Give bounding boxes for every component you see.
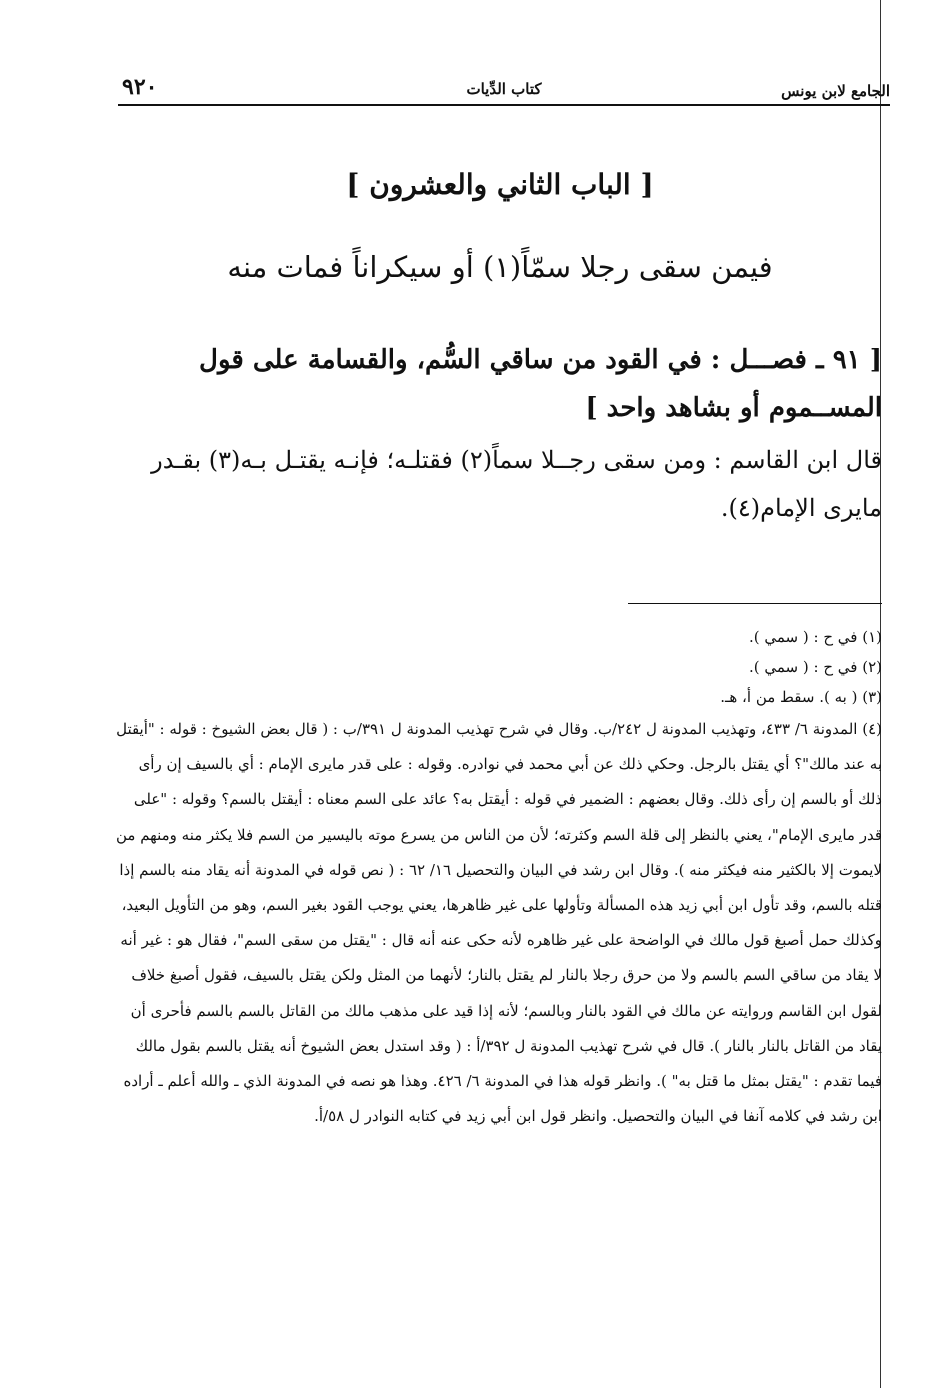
running-title: كتاب الدِّيات — [466, 80, 542, 98]
chapter-subtitle: فيمن سقى رجلا سمّاً(١) أو سيكراناً فمات منه — [227, 250, 773, 284]
section-heading: [ ٩١ ـ فصـــل : في القود من ساقي السُّم، والقسامة على قول المســموم أو بشاهد واحد ] — [199, 345, 882, 423]
footnotes — [110, 622, 882, 1134]
running-header — [118, 74, 890, 104]
chapter-title: [ الباب الثاني والعشرون ] — [346, 168, 654, 201]
body-paragraph: قال ابن القاسم : ومن سقى رجــلا سماً(٢) فقتلـه؛ فإنـه يقتـل بـه(٣) بقـدر مايرى الإمام(٤). — [151, 446, 882, 522]
book-title: الجامع لابن يونس — [781, 82, 890, 100]
footnote-2: (٢) في ح : ( سمي ). — [748, 658, 882, 676]
footnote-1: (١) في ح : ( سمي ). — [748, 628, 882, 646]
header-rule — [118, 104, 890, 106]
page-number: ٩٢٠ — [122, 74, 158, 100]
footnote-separator — [628, 603, 882, 604]
footnote-3: (٣) ( به ). سقط من أ، هـ. — [720, 688, 882, 706]
footnote-4: (٤) المدونة ٦/ ٤٣٣، وتهذيب المدونة ل ٢٤٢/ب. وقال في شرح تهذيب المدونة ل ٣٩١/ب : ( قال بعض الشيوخ : قوله : "أيقتل به عند مالك"؟ أي يقتل بالرجل. وحكي ذلك عن أبي محمد في نوادره. وقوله : على قدر مايرى الإمام : أي بالسيف إن رأى ذلك أو بالسم إن رأى ذلك. وقال بعضهم : الضمير في قوله : أيقتل به؟ عائد على السم معناه : أيقتل بالسم؟ وقوله : "على قدر مايرى الإمام"، يعني بالنظر إلى قلة السم وكثرته؛ لأن من الناس من يسرع موته باليسير من السم فلا يكثر منه ومنهم من لايموت إلا بالكثير منه فيكثر منه ). وقال ابن رشد في البيان والتحصيل ١٦/ ٦٢ : ( نص قوله في المدونة أنه يقاد منه بالسم إذا قتله بالسم، وقد تأول ابن أبي زيد هذه المسألة وتأولها على غير ظاهرها، يعني يوجب القود بغير السم، وهو من التأويل البعيد، وكذلك حمل أصبغ قول مالك في الواضحة على غير ظاهره لأنه حكى عنه أنه قال : "يقتل من سقى السم"، فقال هو : غير أنه لا يقاد من ساقي السم بالسم ولا من حرق رجلا بالنار لم يقتل بالنار؛ لأنهما من المثل ولكن يقتل بالسيف، فقول أصبغ خلاف لقول ابن القاسم وروايته عن مالك في القود بالنار وبالسم؛ لأنه إذا قيد على مذهب مالك من القاتل بالسم بالسم فأحرى أن يقاد من القاتل بالنار بالنار ). قال في شرح تهذيب المدونة ل ٣٩٢/أ : ( وقد استدل بعض الشيوخ أنه يقتل بالسم بقول مالك فيما تقدم : "يقتل بمثل ما قتل به" ). وانظر قوله هذا في المدونة ٦/ ٤٢٦. وهذا هو نصه في المدونة الذي ـ والله أعلم ـ أراده ابن رشد في كلامه آنفا في البيان والتحصيل. وانظر قول ابن أبي زيد في كتابه النوادر ل ٥٨/أ. — [115, 720, 882, 1126]
